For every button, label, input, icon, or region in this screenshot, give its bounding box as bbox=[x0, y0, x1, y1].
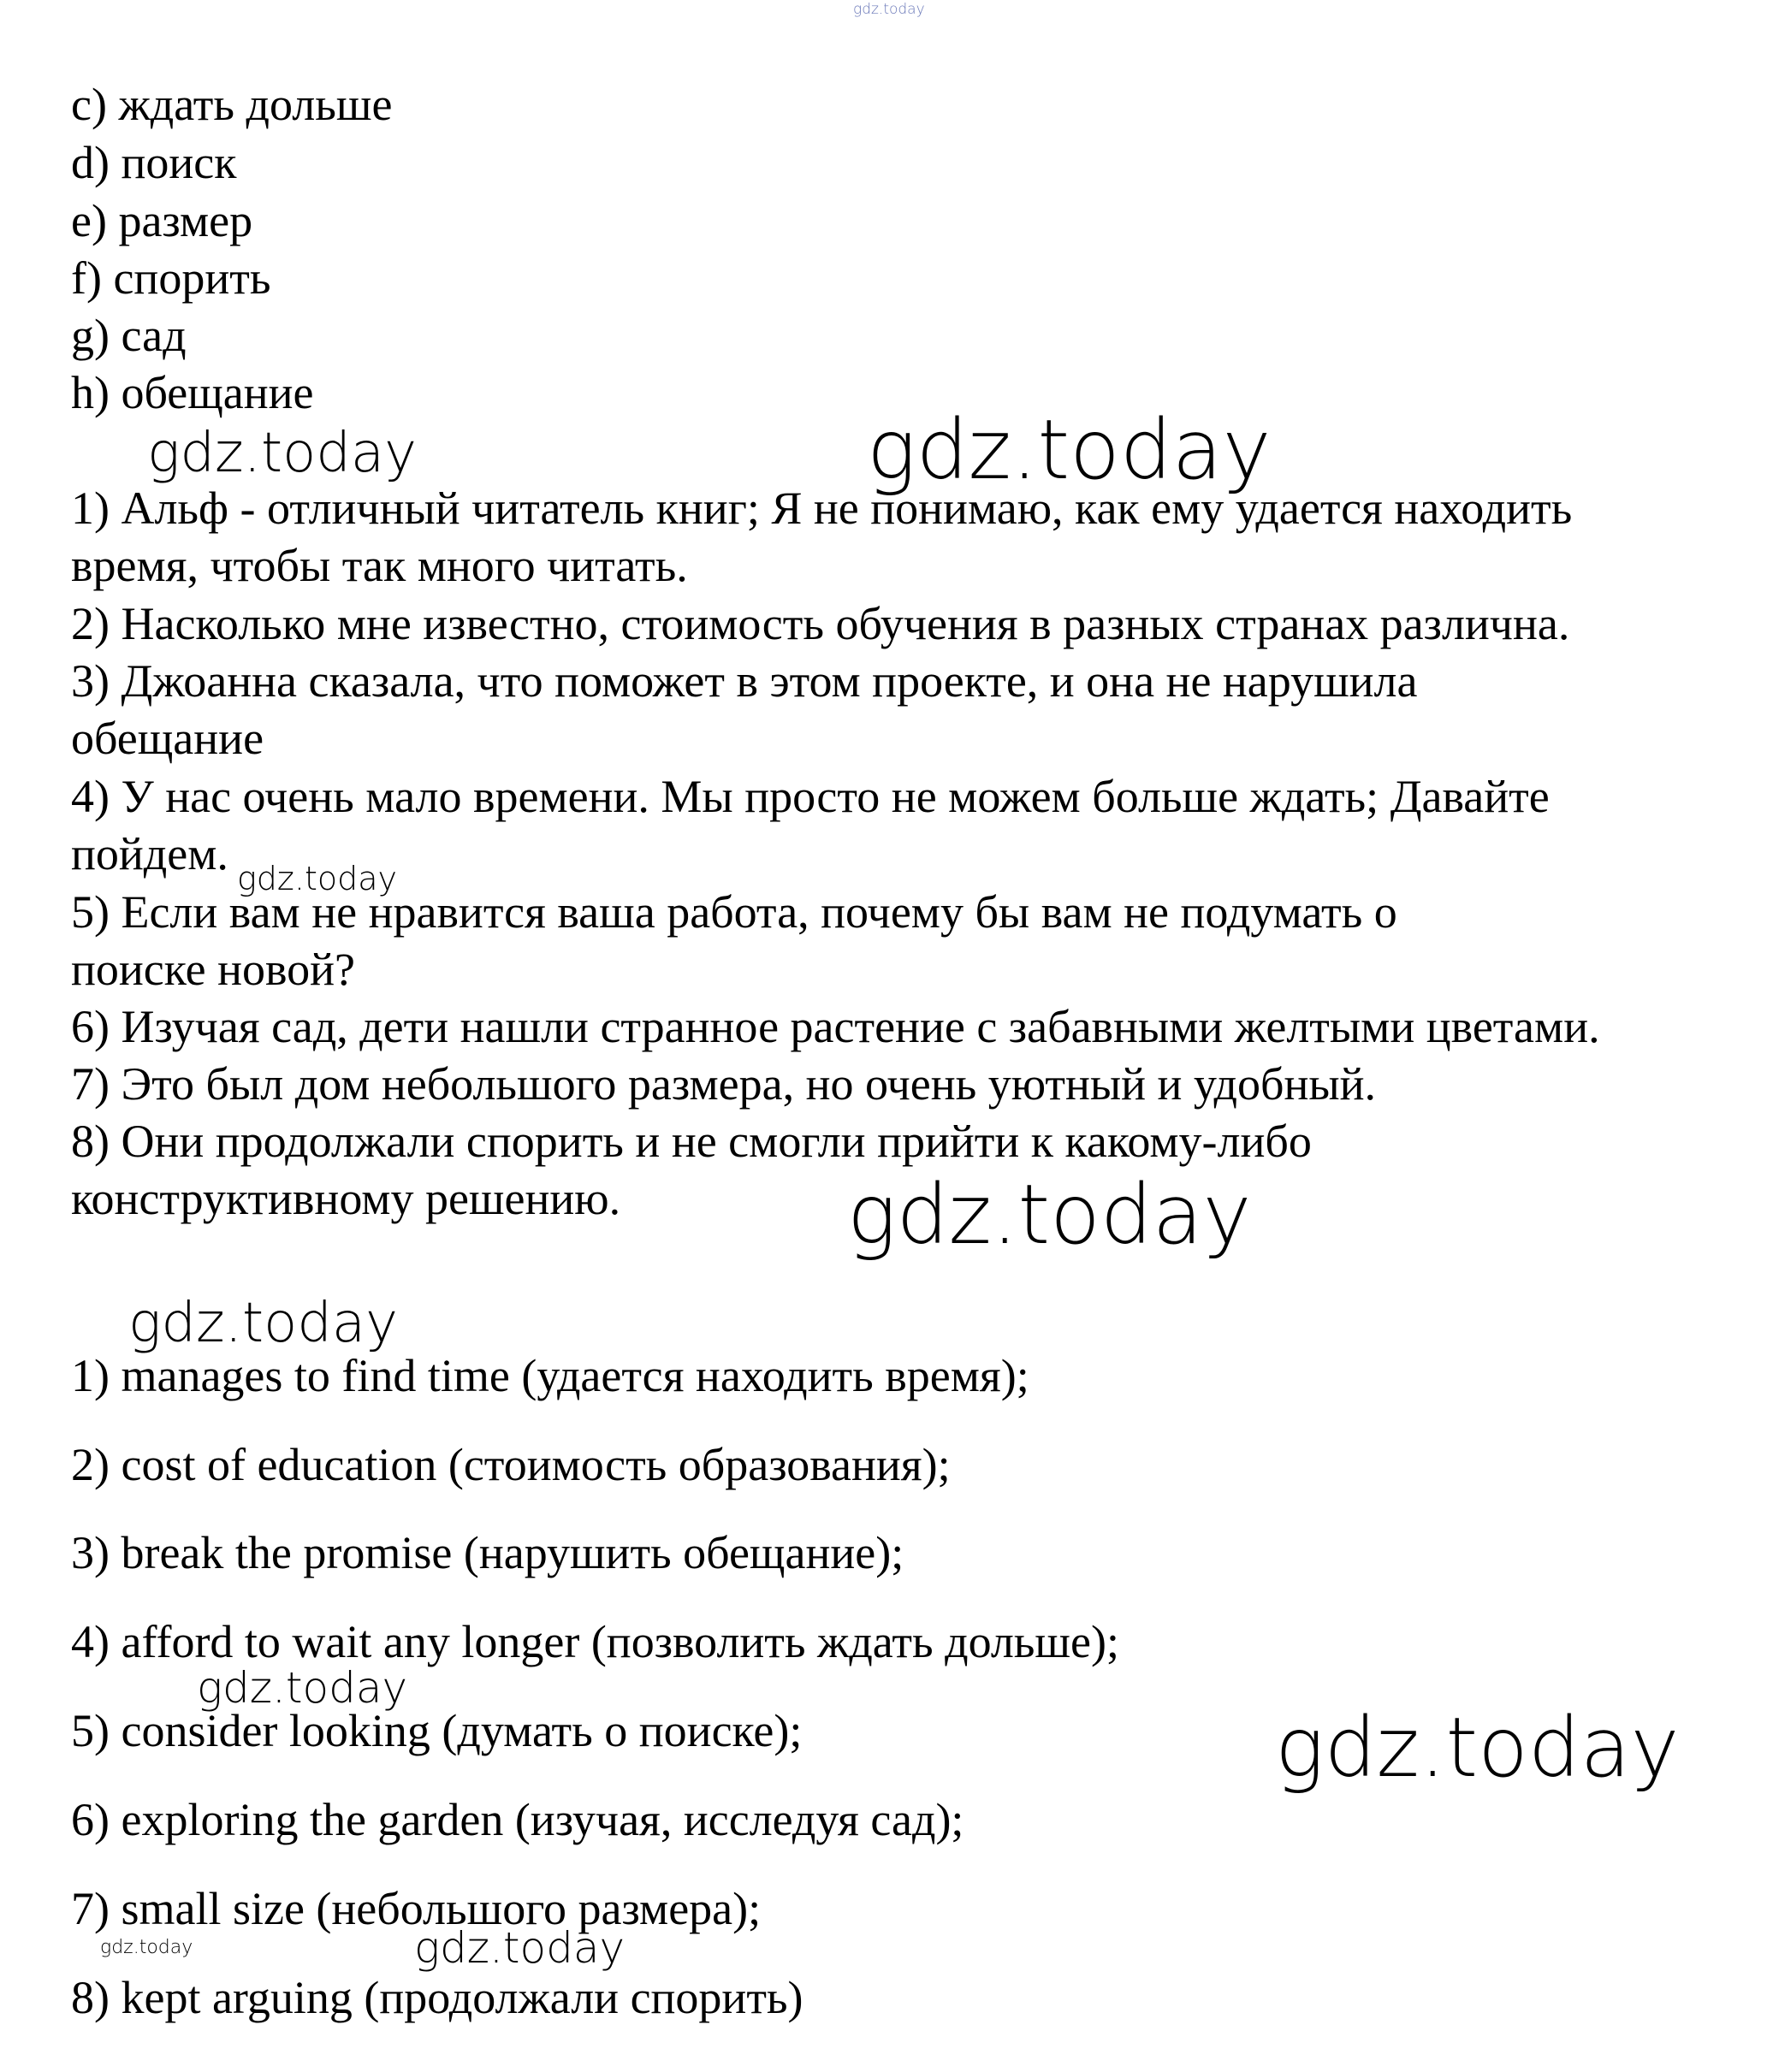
watermark-center-2: gdz.today bbox=[847, 1167, 1252, 1263]
translation-line: время, чтобы так много читать. bbox=[71, 540, 688, 591]
answer-item-6: 6) exploring the garden (изучая, исследуя сад); bbox=[71, 1794, 964, 1845]
watermark-small-3: gdz.today bbox=[414, 1923, 626, 1973]
translation-line: обещание bbox=[71, 713, 264, 764]
watermark-small-2: gdz.today bbox=[197, 1663, 408, 1713]
translation-line: 8) Они продолжали спорить и не смогли прийти к какому-либо bbox=[71, 1116, 1312, 1167]
watermark-small-1: gdz.today bbox=[237, 860, 397, 897]
vocab-item-f: f) спорить bbox=[71, 252, 271, 304]
translation-line: конструктивному решению. bbox=[71, 1173, 621, 1224]
vocab-item-c: c) ждать дольше bbox=[71, 79, 393, 130]
translation-line: 3) Джоанна сказала, что поможет в этом проекте, и она не нарушила bbox=[71, 655, 1418, 707]
watermark-tiny: gdz.today bbox=[100, 1937, 193, 1958]
translation-line: 2) Насколько мне известно, стоимость обучения в разных странах различна. bbox=[71, 598, 1570, 649]
answer-item-1: 1) manages to find time (удается находить время); bbox=[71, 1350, 1029, 1401]
translation-line: 1) Альф - отличный читатель книг; Я не понимаю, как ему удается находить bbox=[71, 482, 1573, 534]
vocab-item-d: d) поиск bbox=[71, 137, 237, 188]
translation-line: поиске новой? bbox=[71, 944, 356, 995]
translation-line: 6) Изучая сад, дети нашли странное растение с забавными желтыми цветами. bbox=[71, 1001, 1600, 1052]
watermark-right: gdz.today bbox=[1275, 1700, 1680, 1796]
vocab-item-e: e) размер bbox=[71, 195, 253, 246]
translation-line: 4) У нас очень мало времени. Мы просто не можем больше ждать; Давайте bbox=[71, 771, 1550, 822]
translation-line: 5) Если вам не нравится ваша работа, почему бы вам не подумать о bbox=[71, 886, 1397, 938]
answer-item-4: 4) afford to wait any longer (позволить ждать дольше); bbox=[71, 1616, 1119, 1667]
answer-item-3: 3) break the promise (нарушить обещание); bbox=[71, 1527, 904, 1578]
watermark-left-1: gdz.today bbox=[147, 422, 417, 485]
translation-line: 7) Это был дом небольшого размера, но очень уютный и удобный. bbox=[71, 1058, 1377, 1110]
vocab-item-g: g) сад bbox=[71, 310, 187, 361]
answer-item-7: 7) small size (небольшого размера); bbox=[71, 1883, 762, 1934]
answer-item-2: 2) cost of education (стоимость образования); bbox=[71, 1439, 951, 1490]
vocab-item-h: h) обещание bbox=[71, 367, 314, 418]
watermark-top: gdz.today bbox=[853, 1, 925, 18]
answer-item-8: 8) kept arguing (продолжали спорить) bbox=[71, 1972, 803, 2023]
translation-line: пойдем. bbox=[71, 828, 228, 879]
watermark-left-2: gdz.today bbox=[128, 1292, 398, 1355]
watermark-center-1: gdz.today bbox=[867, 402, 1272, 498]
answer-item-5: 5) consider looking (думать о поиске); bbox=[71, 1705, 803, 1756]
